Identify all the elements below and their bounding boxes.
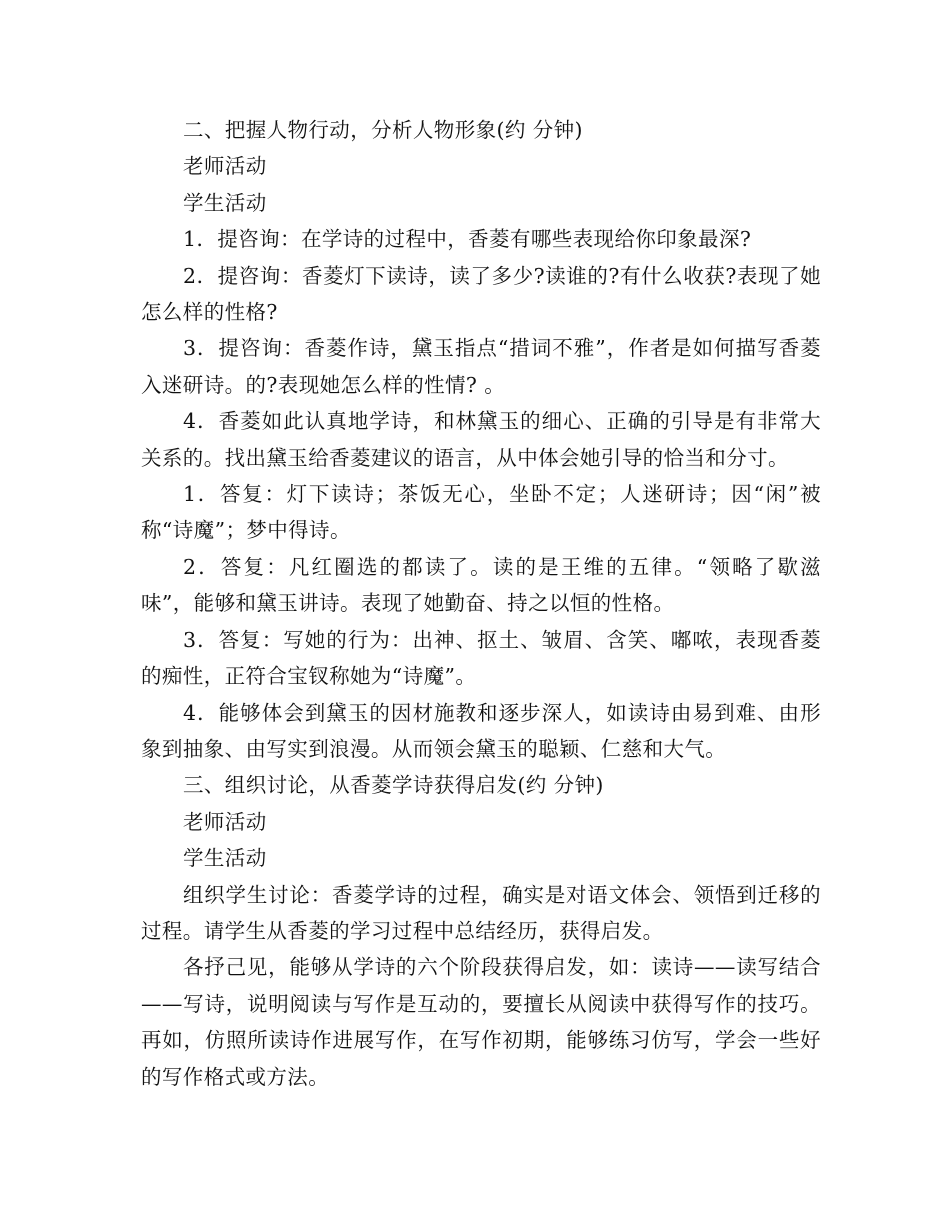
student-activity-label: 学生活动 — [183, 846, 267, 871]
student-activity-label: 学生活动 — [183, 190, 267, 215]
section-heading-3: 三、组织讨论，从香菱学诗获得启发(约 分钟) — [183, 773, 604, 798]
answer-2: 2．答复：凡红圈选的都读了。读的是王维的五律。“领略了歇滋味”，能够和黛玉讲诗。表现了她勤奋、持之以恒的性格。 — [141, 554, 821, 616]
teacher-activity-label: 老师活动 — [183, 154, 267, 179]
answer-1: 1．答复：灯下读诗；茶饭无心，坐卧不定；人迷研诗；因“闲”被称“诗魔”；梦中得诗。 — [141, 482, 821, 543]
answer-3: 3．答复：写她的行为：出神、抠土、皱眉、含笑、嘟哝，表现香菱的痴性，正符合宝钗称她为“诗魔”。 — [141, 627, 821, 689]
discussion-paragraph: 组织学生讨论：香菱学诗的过程，确实是对语文体会、领悟到迁移的过程。请学生从香菱的学习过程中总结经历，获得启发。 — [141, 882, 821, 943]
inspiration-paragraph: 各抒己见，能够从学诗的六个阶段获得启发，如：读诗——读写结合——写诗，说明阅读与写作是互动的，要擅长从阅读中获得写作的技巧。再如，仿照所读诗作进展写作，在写作初期，能够练习仿写，学会一些好的写作格式或方法。 — [141, 955, 821, 1089]
question-3: 3．提咨询：香菱作诗，黛玉指点“措词不雅”，作者是如何描写香菱入迷研诗。的?表现她怎么样的性情? 。 — [141, 336, 821, 397]
answer-4: 4．能够体会到黛玉的因材施教和逐步深人，如读诗由易到难、由形象到抽象、由写实到浪漫。从而领会黛玉的聪颖、仁慈和大气。 — [141, 700, 821, 761]
teacher-activity-label: 老师活动 — [183, 809, 267, 834]
document-body — [141, 112, 821, 1095]
section-heading-2: 二、把握人物行动，分析人物形象(约 分钟) — [183, 118, 583, 142]
question-1: 1．提咨询：在学诗的过程中，香菱有哪些表现给你印象最深? — [183, 227, 752, 252]
question-2: 2．提咨询：香菱灯下读诗，读了多少?读谁的?有什么收获?表现了她怎么样的性格? — [141, 263, 821, 325]
question-4: 4．香菱如此认真地学诗，和林黛玉的细心、正确的引导是有非常大关系的。找出黛玉给香菱建议的语言，从中体会她引导的恰当和分寸。 — [141, 409, 821, 470]
